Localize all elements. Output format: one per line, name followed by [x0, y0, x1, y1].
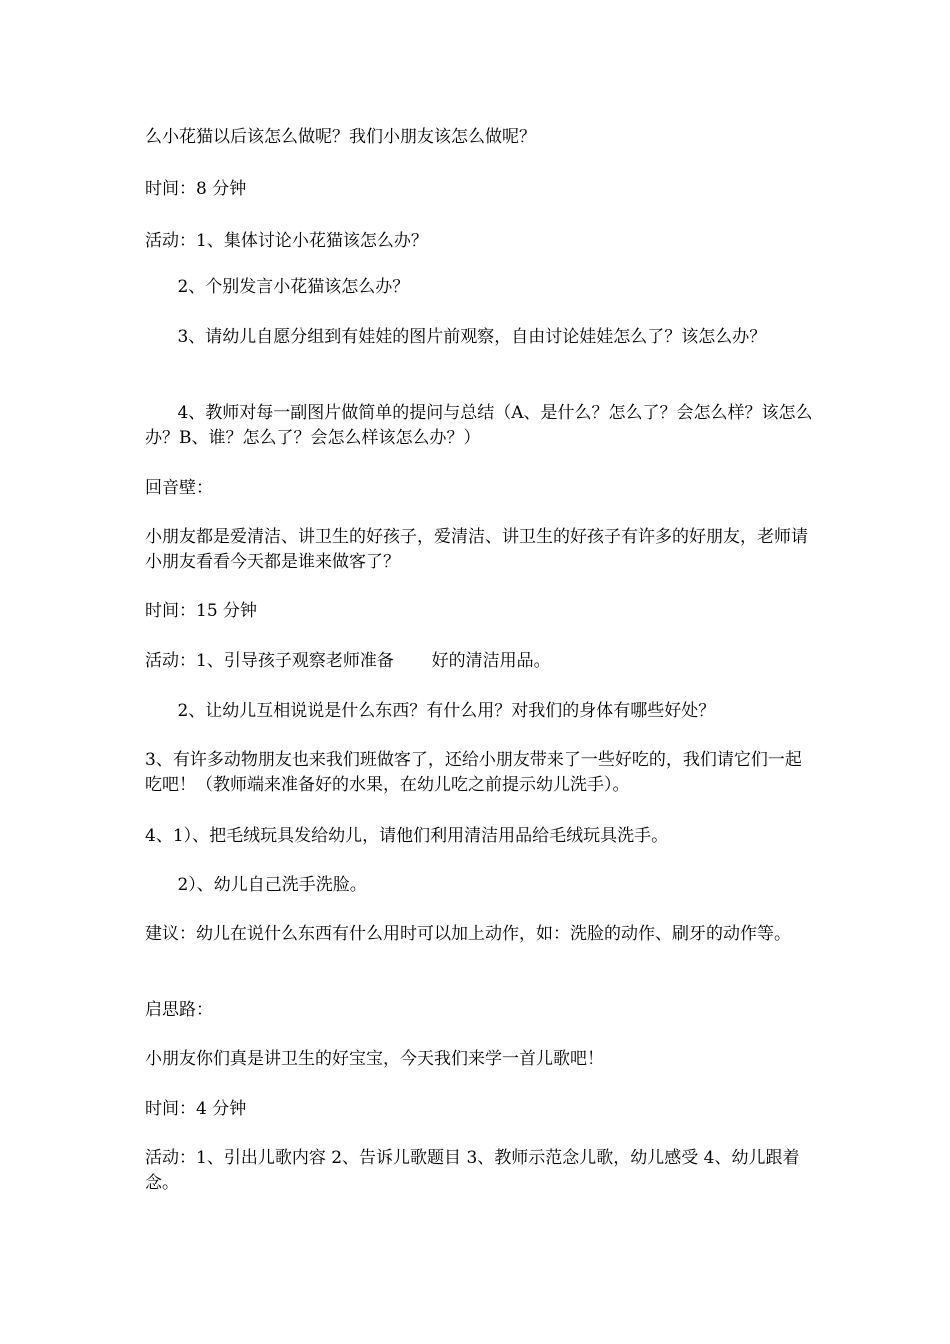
paragraph: 2）、幼儿自己洗手洗脸。 — [145, 875, 367, 895]
paragraph: 小朋友你们真是讲卫生的好宝宝，今天我们来学一首儿歌吧！ — [145, 1049, 604, 1069]
paragraph: 时间：4 分钟 — [145, 1099, 247, 1119]
section-heading: 回音壁： — [145, 478, 213, 498]
paragraph: 时间：8 分钟 — [145, 179, 247, 199]
section-heading: 启思路： — [145, 1000, 213, 1020]
paragraph: 活动：1、引出儿歌内容 2、告诉儿歌题目 3、教师示范念儿歌，幼儿感受 4、幼儿跟着念。 — [145, 1148, 800, 1193]
paragraph: 2、让幼儿互相说说是什么东西？有什么用？对我们的身体有哪些好处？ — [145, 701, 716, 721]
paragraph: 么小花猫以后该怎么做呢？我们小朋友该怎么做呢？ — [145, 127, 536, 147]
paragraph: 3、请幼儿自愿分组到有娃娃的图片前观察，自由讨论娃娃怎么了？该怎么办？ — [145, 327, 767, 347]
paragraph: 时间：15 分钟 — [145, 601, 258, 621]
paragraph: 小朋友都是爱清洁、讲卫生的好孩子，爱清洁、讲卫生的好孩子有许多的好朋友，老师请小朋友看看今天都是谁来做客了？ — [145, 527, 808, 572]
paragraph: 4、1）、把毛绒玩具发给幼儿，请他们利用清洁用品给毛绒玩具洗手。 — [145, 826, 669, 846]
paragraph: 2、个别发言小花猫该怎么办？ — [145, 277, 410, 297]
paragraph: 4、教师对每一副图片做简单的提问与总结（A、是什么？怎么了？会怎么样？该怎么办？B、谁？怎么了？会怎么样该怎么办？） — [145, 403, 813, 448]
paragraph: 3、有许多动物朋友也来我们班做客了，还给小朋友带来了一些好吃的，我们请它们一起吃吧！（教师端来准备好的水果，在幼儿吃之前提示幼儿洗手）。 — [145, 750, 802, 795]
paragraph: 建议：幼儿在说什么东西有什么用时可以加上动作，如：洗脸的动作、刷牙的动作等。 — [145, 924, 791, 944]
paragraph: 活动：1、引导孩子观察老师准备 好的清洁用品。 — [145, 651, 551, 671]
paragraph: 活动：1、集体讨论小花猫该怎么办？ — [145, 231, 428, 251]
